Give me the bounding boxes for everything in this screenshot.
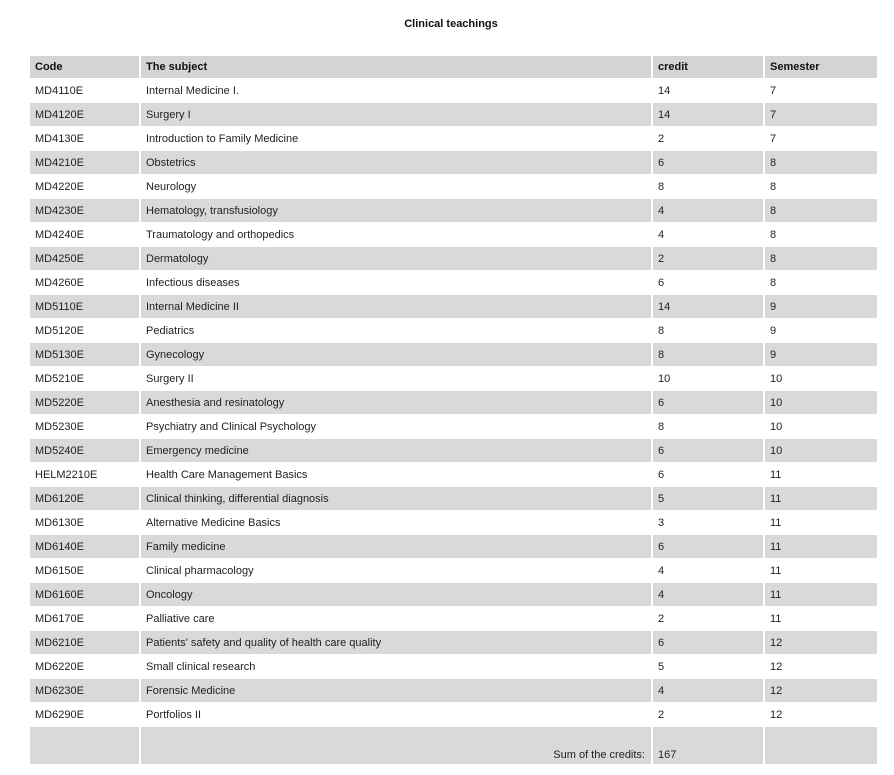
cell-code: MD4130E <box>30 127 139 150</box>
cell-subject: Psychiatry and Clinical Psychology <box>141 415 651 438</box>
sum-empty-cell <box>30 727 139 764</box>
cell-code: MD4260E <box>30 271 139 294</box>
cell-subject: Oncology <box>141 583 651 606</box>
cell-semester: 8 <box>765 271 877 294</box>
table-row <box>30 631 877 654</box>
credits-sum-row <box>30 727 877 764</box>
cell-credit: 6 <box>653 535 763 558</box>
column-header-semester: Semester <box>765 56 877 78</box>
cell-code: MD4240E <box>30 223 139 246</box>
cell-credit: 8 <box>653 175 763 198</box>
table-row <box>30 223 877 246</box>
cell-code: MD6150E <box>30 559 139 582</box>
cell-semester: 11 <box>765 535 877 558</box>
cell-semester: 10 <box>765 391 877 414</box>
cell-code: MD6160E <box>30 583 139 606</box>
cell-subject: Dermatology <box>141 247 651 270</box>
cell-credit: 8 <box>653 415 763 438</box>
cell-code: MD6290E <box>30 703 139 726</box>
cell-code: MD5210E <box>30 367 139 390</box>
table-row <box>30 607 877 630</box>
cell-semester: 10 <box>765 439 877 462</box>
cell-semester: 9 <box>765 295 877 318</box>
table-row <box>30 559 877 582</box>
sum-label: Sum of the credits: <box>141 727 651 764</box>
cell-semester: 8 <box>765 247 877 270</box>
table-row <box>30 511 877 534</box>
cell-code: MD5240E <box>30 439 139 462</box>
cell-semester: 11 <box>765 607 877 630</box>
table-row <box>30 415 877 438</box>
cell-code: MD5230E <box>30 415 139 438</box>
cell-subject: Pediatrics <box>141 319 651 342</box>
cell-credit: 4 <box>653 679 763 702</box>
cell-code: MD4250E <box>30 247 139 270</box>
cell-credit: 6 <box>653 271 763 294</box>
cell-credit: 5 <box>653 487 763 510</box>
table-row <box>30 295 877 318</box>
cell-credit: 2 <box>653 247 763 270</box>
cell-credit: 3 <box>653 511 763 534</box>
cell-semester: 7 <box>765 127 877 150</box>
table-header-row <box>30 56 877 78</box>
table-row <box>30 703 877 726</box>
cell-credit: 4 <box>653 223 763 246</box>
cell-credit: 2 <box>653 127 763 150</box>
cell-credit: 14 <box>653 103 763 126</box>
cell-subject: Palliative care <box>141 607 651 630</box>
table-row <box>30 79 877 102</box>
cell-subject: Traumatology and orthopedics <box>141 223 651 246</box>
cell-semester: 12 <box>765 703 877 726</box>
cell-subject: Emergency medicine <box>141 439 651 462</box>
cell-subject: Introduction to Family Medicine <box>141 127 651 150</box>
cell-subject: Neurology <box>141 175 651 198</box>
table-row <box>30 367 877 390</box>
table-row <box>30 583 877 606</box>
cell-code: MD4210E <box>30 151 139 174</box>
cell-subject: Surgery I <box>141 103 651 126</box>
cell-code: MD6230E <box>30 679 139 702</box>
table-row <box>30 151 877 174</box>
cell-code: MD4220E <box>30 175 139 198</box>
cell-subject: Gynecology <box>141 343 651 366</box>
course-table <box>28 55 879 765</box>
table-row <box>30 439 877 462</box>
cell-subject: Hematology, transfusiology <box>141 199 651 222</box>
cell-subject: Small clinical research <box>141 655 651 678</box>
cell-subject: Portfolios II <box>141 703 651 726</box>
cell-subject: Health Care Management Basics <box>141 463 651 486</box>
table-row <box>30 247 877 270</box>
cell-code: MD6170E <box>30 607 139 630</box>
cell-credit: 6 <box>653 463 763 486</box>
cell-credit: 6 <box>653 391 763 414</box>
cell-code: MD6210E <box>30 631 139 654</box>
page-title: Clinical teachings <box>404 18 498 30</box>
column-header-credit: credit <box>653 56 763 78</box>
cell-subject: Internal Medicine II <box>141 295 651 318</box>
cell-subject: Clinical pharmacology <box>141 559 651 582</box>
cell-semester: 11 <box>765 463 877 486</box>
cell-subject: Clinical thinking, differential diagnosis <box>141 487 651 510</box>
cell-credit: 4 <box>653 559 763 582</box>
cell-credit: 6 <box>653 151 763 174</box>
cell-credit: 8 <box>653 343 763 366</box>
table-body <box>30 79 877 726</box>
cell-code: MD4230E <box>30 199 139 222</box>
cell-credit: 6 <box>653 631 763 654</box>
cell-semester: 8 <box>765 223 877 246</box>
cell-semester: 9 <box>765 343 877 366</box>
table-row <box>30 463 877 486</box>
table-row <box>30 535 877 558</box>
table-row <box>30 271 877 294</box>
table-row <box>30 127 877 150</box>
cell-semester: 9 <box>765 319 877 342</box>
cell-credit: 2 <box>653 703 763 726</box>
table-row <box>30 679 877 702</box>
cell-semester: 11 <box>765 583 877 606</box>
cell-semester: 8 <box>765 175 877 198</box>
cell-credit: 10 <box>653 367 763 390</box>
cell-code: MD4120E <box>30 103 139 126</box>
table-row <box>30 487 877 510</box>
cell-subject: Forensic Medicine <box>141 679 651 702</box>
table-row <box>30 655 877 678</box>
cell-semester: 11 <box>765 511 877 534</box>
table-row <box>30 319 877 342</box>
cell-code: MD5220E <box>30 391 139 414</box>
cell-subject: Alternative Medicine Basics <box>141 511 651 534</box>
cell-semester: 10 <box>765 367 877 390</box>
cell-code: MD6220E <box>30 655 139 678</box>
cell-code: MD5110E <box>30 295 139 318</box>
cell-subject: Obstetrics <box>141 151 651 174</box>
sum-value: 167 <box>653 727 763 764</box>
table-row <box>30 175 877 198</box>
cell-semester: 12 <box>765 679 877 702</box>
table-row <box>30 343 877 366</box>
cell-semester: 7 <box>765 103 877 126</box>
cell-semester: 8 <box>765 199 877 222</box>
cell-credit: 6 <box>653 439 763 462</box>
cell-code: MD6130E <box>30 511 139 534</box>
cell-credit: 8 <box>653 319 763 342</box>
cell-code: MD6120E <box>30 487 139 510</box>
cell-subject: Family medicine <box>141 535 651 558</box>
cell-semester: 11 <box>765 559 877 582</box>
sum-empty-cell <box>765 727 877 764</box>
cell-code: MD4110E <box>30 79 139 102</box>
table-row <box>30 103 877 126</box>
cell-semester: 12 <box>765 655 877 678</box>
cell-credit: 2 <box>653 607 763 630</box>
column-header-code: Code <box>30 56 139 78</box>
cell-credit: 5 <box>653 655 763 678</box>
cell-code: MD6140E <box>30 535 139 558</box>
cell-semester: 7 <box>765 79 877 102</box>
cell-credit: 14 <box>653 295 763 318</box>
cell-subject: Infectious diseases <box>141 271 651 294</box>
cell-code: HELM2210E <box>30 463 139 486</box>
cell-credit: 14 <box>653 79 763 102</box>
cell-credit: 4 <box>653 199 763 222</box>
cell-semester: 11 <box>765 487 877 510</box>
cell-subject: Anesthesia and resinatology <box>141 391 651 414</box>
table-row <box>30 199 877 222</box>
cell-code: MD5130E <box>30 343 139 366</box>
cell-code: MD5120E <box>30 319 139 342</box>
cell-semester: 12 <box>765 631 877 654</box>
column-header-subject: The subject <box>141 56 651 78</box>
table-row <box>30 391 877 414</box>
cell-credit: 4 <box>653 583 763 606</box>
cell-semester: 8 <box>765 151 877 174</box>
cell-semester: 10 <box>765 415 877 438</box>
cell-subject: Surgery II <box>141 367 651 390</box>
cell-subject: Internal Medicine I. <box>141 79 651 102</box>
cell-subject: Patients' safety and quality of health care quality <box>141 631 651 654</box>
